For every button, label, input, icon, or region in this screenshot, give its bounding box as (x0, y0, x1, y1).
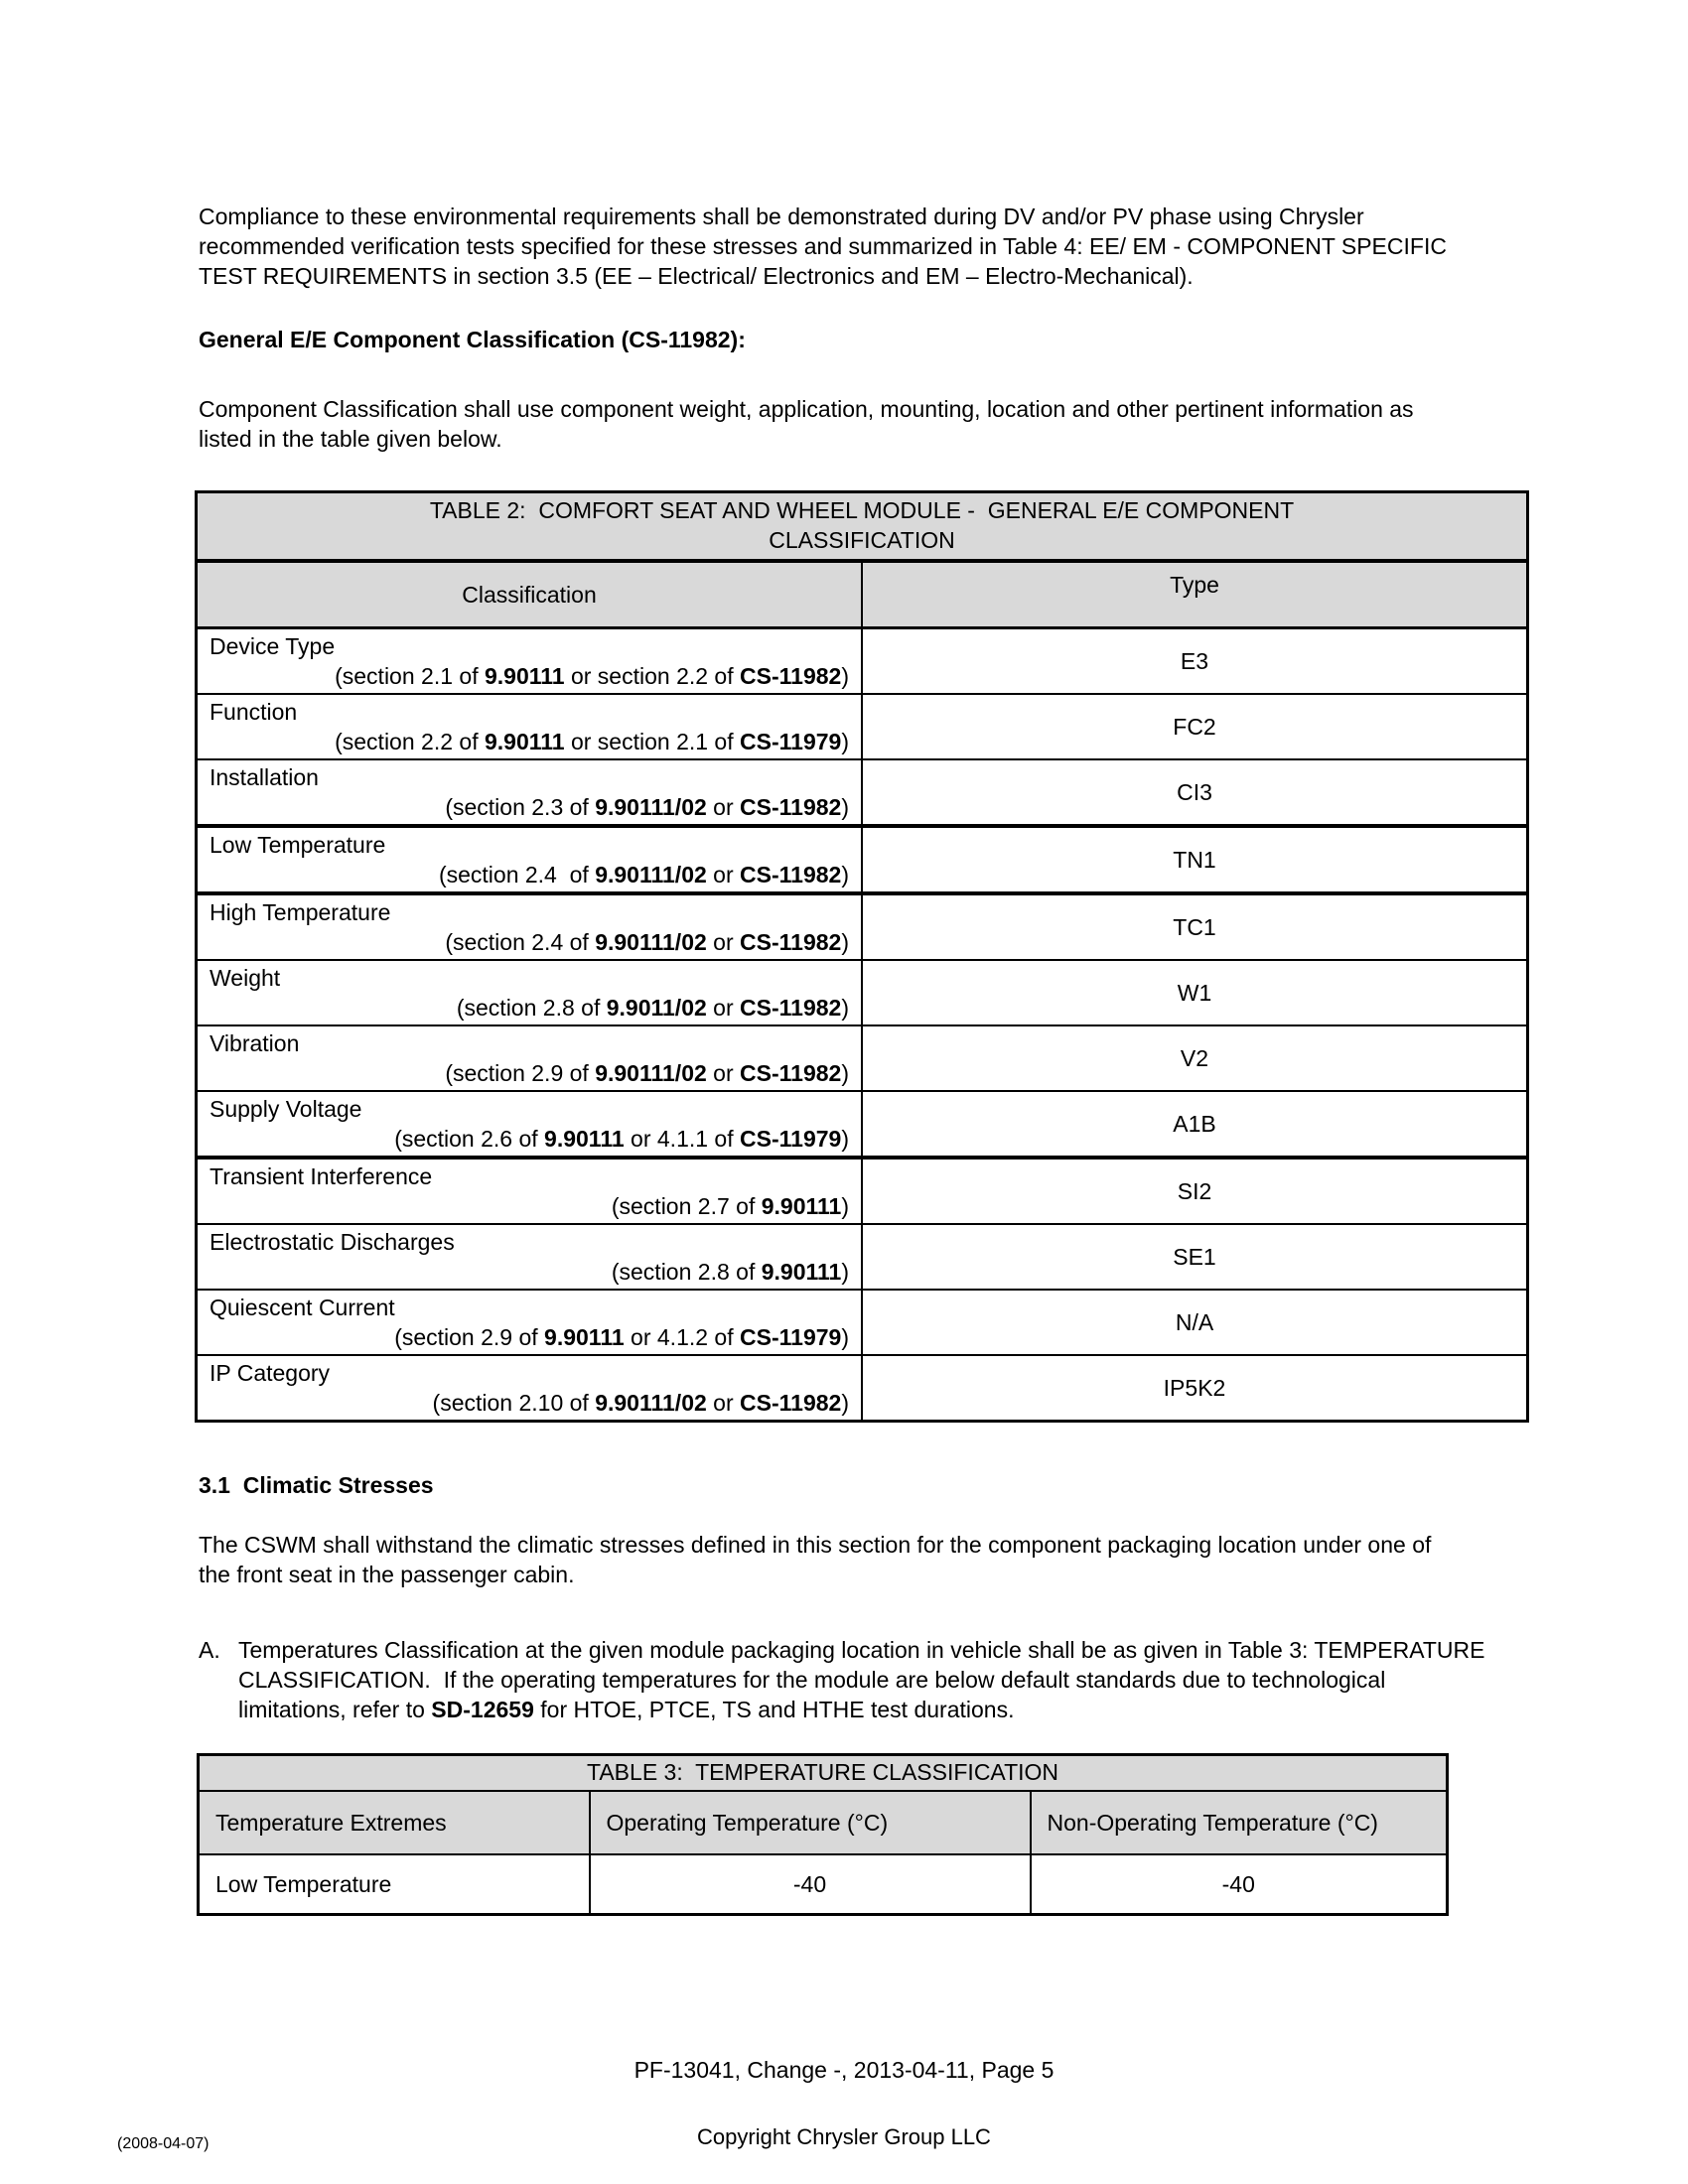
text-segment: or (706, 862, 741, 887)
classification-cell (197, 1290, 863, 1355)
operating-temperature-value: -40 (590, 1854, 1031, 1915)
list-item-a-text (238, 1635, 1489, 1724)
classification-label: Weight (210, 965, 281, 991)
bold-reference: 9.9011/02 (606, 995, 707, 1021)
text-segment: (section 2.7 of (611, 1193, 762, 1219)
type-value: E3 (862, 628, 1528, 695)
classification-label: IP Category (210, 1360, 331, 1386)
table2-row (197, 1158, 1528, 1224)
table3-title-row (199, 1755, 1448, 1792)
text-segment: ) (841, 995, 849, 1021)
text-segment: or section 2.2 of (564, 663, 741, 689)
classification-section-reference (210, 1191, 849, 1221)
table2-row (197, 1025, 1528, 1091)
classification-cell (197, 759, 863, 826)
classification-cell (197, 628, 863, 695)
text-segment: Temperatures Classification at the given module packaging location in vehicle shall be as given in Table 3: TEMPERATURE CLASSIFICATION. If the operating temperatures for the module are below default standards due to technological limitations, refer to (238, 1637, 1491, 1722)
type-value: V2 (862, 1025, 1528, 1091)
text-segment: (section 2.8 of (611, 1259, 762, 1285)
table2-row (197, 893, 1528, 960)
type-value: W1 (862, 960, 1528, 1025)
table-2-general-ee-component-classification (195, 490, 1529, 1423)
bold-reference: 9.90111/02 (595, 794, 707, 820)
text-segment: (section 2.6 of (394, 1126, 545, 1152)
table2-col-classification: Classification (197, 561, 863, 628)
type-value: FC2 (862, 694, 1528, 759)
bold-reference: CS-11982 (740, 862, 842, 887)
bold-reference: CS-11979 (740, 1324, 842, 1350)
classification-section-reference (210, 1058, 849, 1088)
footer-document-id: PF-13041, Change -, 2013-04-11, Page 5 (633, 2057, 1055, 2083)
classification-label: Supply Voltage (210, 1096, 362, 1122)
text-segment: ) (841, 729, 849, 754)
classification-label: Electrostatic Discharges (210, 1229, 455, 1255)
classification-label: Device Type (210, 633, 336, 659)
classification-label: High Temperature (210, 899, 391, 925)
text-segment: ) (841, 1126, 849, 1152)
table3-row-low-temperature (199, 1854, 1448, 1915)
table2-row (197, 694, 1528, 759)
classification-cell (197, 1025, 863, 1091)
classification-section-reference (210, 1322, 849, 1352)
classification-cell (197, 694, 863, 759)
text-segment: or (706, 995, 741, 1021)
bold-reference: CS-11982 (740, 929, 842, 955)
text-segment: ) (841, 794, 849, 820)
classification-label: Quiescent Current (210, 1295, 395, 1320)
table2-title-row (197, 492, 1528, 562)
bold-reference: CS-11979 (740, 729, 842, 754)
text-segment: ) (841, 1259, 849, 1285)
type-value: TN1 (862, 826, 1528, 893)
bold-reference: CS-11979 (740, 1126, 842, 1152)
paragraph-compliance: Compliance to these environmental requirements shall be demonstrated during DV and/or PV phase using Chrysler recommended verification tests specified for these stresses and summarized in Table 4: EE/ EM - COMPONENT SPECIFIC TEST REQUIREMENTS in section 3.5 (EE – Electrical/ Electronics and EM – Electro-Mechanical). (199, 204, 1453, 289)
bold-reference: 9.90111 (544, 1324, 625, 1350)
classification-label: Vibration (210, 1030, 300, 1056)
heading-general-ee-classification: General E/E Component Classification (CS-11982): (199, 327, 746, 352)
text-segment: (section 2.2 of (335, 729, 485, 754)
classification-cell (197, 893, 863, 960)
text-segment: or 4.1.1 of (624, 1126, 741, 1152)
classification-section-reference (210, 661, 849, 691)
bold-reference: 9.90111 (484, 729, 565, 754)
table2-row (197, 628, 1528, 695)
text-segment: (section 2.8 of (456, 995, 607, 1021)
classification-label: Low Temperature (210, 832, 386, 858)
text-segment: or (706, 794, 741, 820)
page-content (199, 0, 1499, 1916)
table3-title: TABLE 3: TEMPERATURE CLASSIFICATION (199, 1755, 1448, 1792)
table2-row (197, 1224, 1528, 1290)
classification-cell (197, 1224, 863, 1290)
bold-reference: CS-11982 (740, 663, 842, 689)
table2-row (197, 1355, 1528, 1422)
table2-row (197, 759, 1528, 826)
classification-label: Transient Interference (210, 1163, 433, 1189)
text-segment: ) (841, 1324, 849, 1350)
text-segment: ) (841, 862, 849, 887)
classification-label: Installation (210, 764, 319, 790)
classification-section-reference (210, 1124, 849, 1154)
type-value: N/A (862, 1290, 1528, 1355)
type-value: TC1 (862, 893, 1528, 960)
classification-cell (197, 1091, 863, 1158)
text-segment: (section 2.1 of (335, 663, 485, 689)
bold-reference: 9.90111/02 (595, 862, 707, 887)
text-segment: (section 2.4 of (438, 862, 596, 887)
text-segment: ) (841, 1390, 849, 1416)
text-segment: or (706, 929, 741, 955)
text-segment: or section 2.1 of (564, 729, 741, 754)
bold-reference: 9.90111 (544, 1126, 625, 1152)
text-segment: or (706, 1060, 741, 1086)
classification-cell (197, 960, 863, 1025)
classification-label: Function (210, 699, 298, 725)
table3-col-temperature-extremes: Temperature Extremes (199, 1791, 590, 1854)
list-item-a-marker: A. (199, 1637, 220, 1663)
text-segment: (section 2.9 of (445, 1060, 596, 1086)
type-value: SE1 (862, 1224, 1528, 1290)
paragraph-component-classification: Component Classification shall use component weight, application, mounting, location and other pertinent information as listed in the table given below. (199, 396, 1420, 452)
type-value: A1B (862, 1091, 1528, 1158)
bold-reference: 9.90111 (761, 1193, 842, 1219)
classification-cell (197, 1158, 863, 1224)
text-segment: ) (841, 663, 849, 689)
table3-body (199, 1854, 1448, 1915)
bold-reference: 9.90111 (761, 1259, 842, 1285)
bold-reference: CS-11982 (740, 995, 842, 1021)
bold-reference: 9.90111/02 (595, 1390, 707, 1416)
table2-row (197, 826, 1528, 893)
text-segment: (section 2.9 of (394, 1324, 545, 1350)
table2-title: TABLE 2: COMFORT SEAT AND WHEEL MODULE - GENERAL E/E COMPONENT CLASSIFICATION (197, 492, 1528, 562)
table2-row (197, 1091, 1528, 1158)
footer-copyright: Copyright Chrysler Group LLC (697, 2124, 991, 2149)
text-segment: or (706, 1390, 741, 1416)
text-segment: (section 2.4 of (445, 929, 596, 955)
classification-cell (197, 1355, 863, 1422)
table3-col-non-operating-temperature: Non-Operating Temperature (°C) (1031, 1791, 1448, 1854)
type-value: CI3 (862, 759, 1528, 826)
bold-reference: 9.90111 (484, 663, 565, 689)
bold-reference: CS-11982 (740, 1060, 842, 1086)
table2-header-row (197, 561, 1528, 628)
text-segment: (section 2.3 of (445, 794, 596, 820)
table2-row (197, 1290, 1528, 1355)
table3-col-operating-temperature: Operating Temperature (°C) (590, 1791, 1031, 1854)
table3-header-row (199, 1791, 1448, 1854)
bold-reference: SD-12659 (431, 1697, 534, 1722)
list-item-a (199, 1635, 1489, 1724)
type-value: IP5K2 (862, 1355, 1528, 1422)
text-segment: ) (841, 929, 849, 955)
classification-section-reference (210, 927, 849, 957)
text-segment: ) (841, 1193, 849, 1219)
classification-section-reference (210, 860, 849, 889)
footer-revision-date: (2008-04-07) (117, 2135, 210, 2152)
bold-reference: CS-11982 (740, 794, 842, 820)
paragraph-cswm-climatic: The CSWM shall withstand the climatic stresses defined in this section for the component packaging location under one of the front seat in the passenger cabin. (199, 1532, 1438, 1587)
classification-section-reference (210, 1257, 849, 1287)
text-segment: for HTOE, PTCE, TS and HTHE test durations. (533, 1697, 1015, 1722)
classification-cell (197, 826, 863, 893)
text-segment: or 4.1.2 of (624, 1324, 741, 1350)
bold-reference: CS-11982 (740, 1390, 842, 1416)
table2-col-type: Type (862, 561, 1528, 628)
type-value: SI2 (862, 1158, 1528, 1224)
bold-reference: 9.90111/02 (595, 1060, 707, 1086)
non-operating-temperature-value: -40 (1031, 1854, 1448, 1915)
table-3-temperature-classification (197, 1753, 1449, 1916)
text-segment: (section 2.10 of (432, 1390, 596, 1416)
classification-section-reference (210, 727, 849, 756)
table2-row (197, 960, 1528, 1025)
table2-body (197, 628, 1528, 1422)
classification-section-reference (210, 1388, 849, 1418)
classification-section-reference (210, 993, 849, 1023)
temperature-extreme-label: Low Temperature (199, 1854, 590, 1915)
heading-3-1-climatic-stresses: 3.1 Climatic Stresses (199, 1472, 434, 1498)
bold-reference: 9.90111/02 (595, 929, 707, 955)
text-segment: ) (841, 1060, 849, 1086)
classification-section-reference (210, 792, 849, 822)
